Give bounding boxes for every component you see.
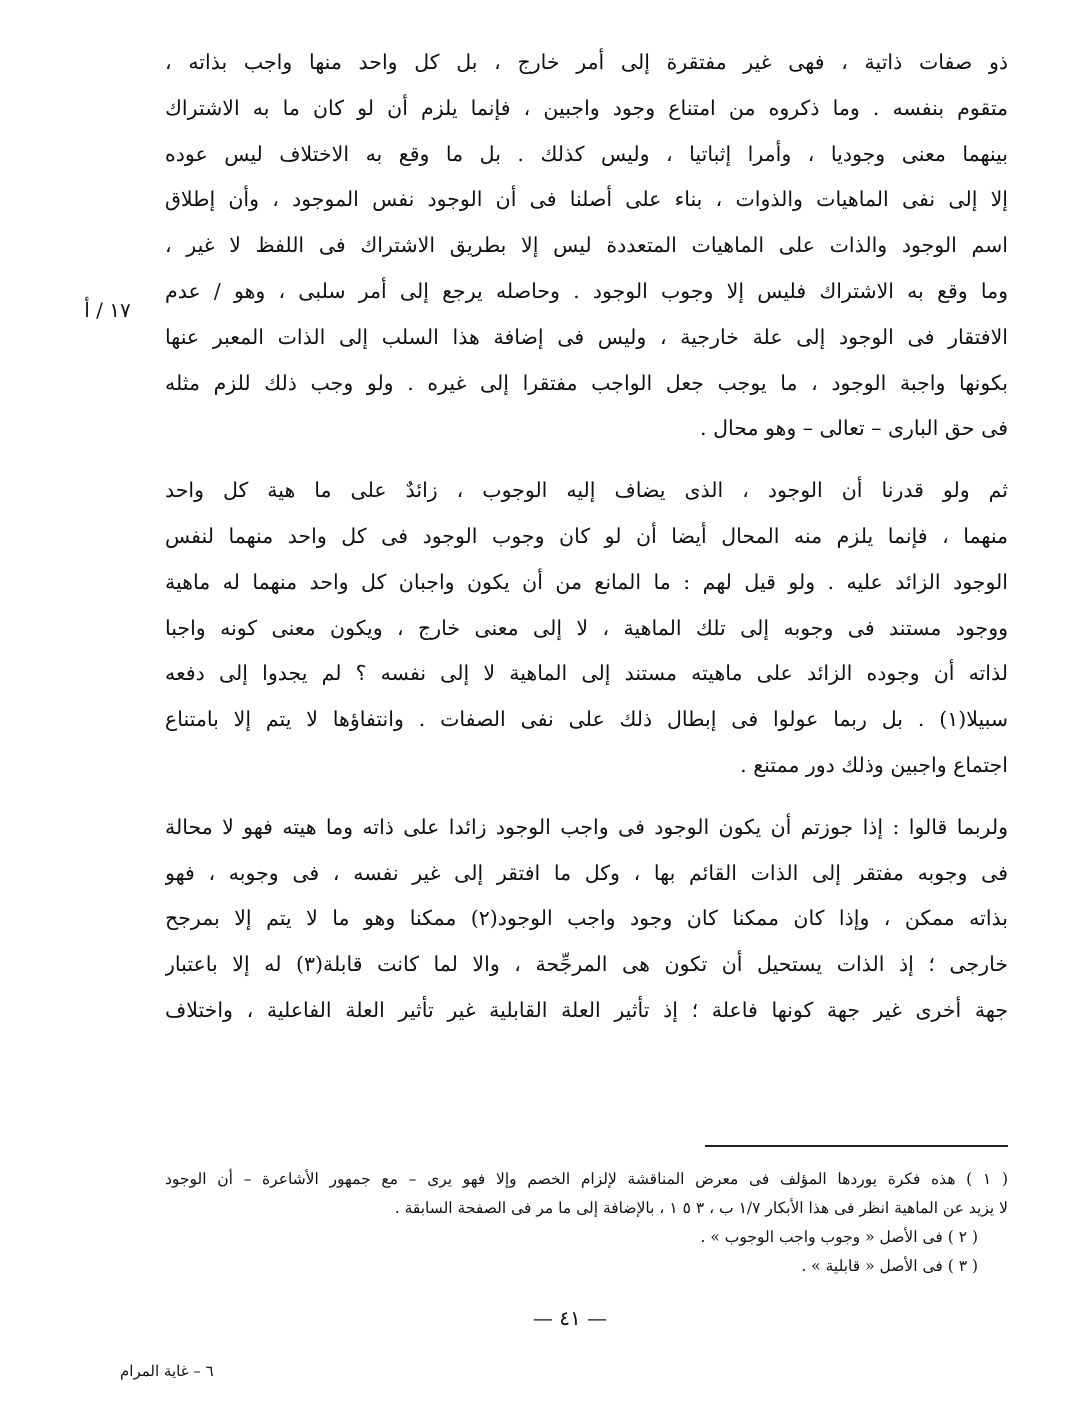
text-line: اسم الوجود والذات على الماهيات المتعددة ليس إلا بطريق الاشتراك فى اللفظ لا غير ،	[165, 233, 1008, 258]
main-text	[165, 40, 1008, 1034]
text-line: خارجى ؛ إذ الذات يستحيل أن تكون هى المرجِّحة ، والا لما كانت قابلة(٣) له إلا باعتبار	[165, 952, 1008, 977]
text-line: اجتماع واجبين وذلك دور ممتنع .	[740, 752, 1008, 777]
text-line: سبيلا(١) . بل ربما عولوا فى إبطال ذلك على نفى الصفات . وانتفاؤها لا يتم إلا بامتناع	[165, 707, 1008, 732]
text-line: بذاته ممكن ، وإذا كان ممكنا كان وجود واجب الوجود(٢) ممكنا وهو ما لا يتم إلا بمرجح	[165, 906, 1008, 931]
text-line: ووجود مستند فى وجوبه إلى تلك الماهية ، لا إلى معنى خارج ، ويكون معنى كونه واجبا	[165, 615, 1008, 640]
text-line: لذاته أن وجوده الزائد على ماهيته مستند إلى الماهية لا إلى نفسه ؟ لم يجدوا إلى دفعه	[165, 661, 1008, 686]
signature-mark: ٦ – غاية المرام	[120, 1362, 214, 1380]
text-line: فى حق البارى – تعالى – وهو محال .	[700, 416, 1008, 441]
text-line: وما وقع به الاشتراك فليس إلا وجوب الوجود . وحاصله يرجع إلى أمر سلبى ، وهو / عدم	[165, 278, 1008, 303]
paragraph-2	[165, 468, 1008, 789]
text-line: بينهما معنى وجوديا ، وأمرا إثباتيا ، وليس كذلك . بل ما وقع به الاختلاف ليس عوده	[165, 141, 1008, 166]
text-line: الافتقار فى الوجود إلى علة خارجية ، وليس فى إضافة هذا السلب إلى الذات المعبر عنها	[165, 324, 1008, 349]
text-line: الوجود الزائد عليه . ولو قيل لهم : ما المانع من أن يكون واجبان كل واحد منهما له ماهية	[165, 569, 1008, 594]
footnotes	[165, 1165, 1008, 1281]
text-line: متقوم بنفسه . وما ذكروه من امتناع وجود واجبين ، فإنما يلزم أن لو كان ما به الاشتراك	[165, 95, 1008, 120]
footnote-2: ( ٢ ) فى الأصل « وجوب واجب الوجوب » .	[700, 1228, 978, 1246]
text-line: ولربما قالوا : إذا جوزتم أن يكون الوجود فى واجب الوجود زائدا على ذاته وما هيته فهو لا محالة	[165, 814, 1008, 839]
text-line: ثم ولو قدرنا أن الوجود ، الذى يضاف إليه الوجوب ، زائدٌ على ما هية كل واحد	[165, 478, 1008, 503]
text-line: منهما ، فإنما يلزم منه المحال أيضا أن لو كان وجوب الوجود فى كل واحد منهما لنفس	[165, 523, 1008, 548]
paragraph-1	[165, 40, 1008, 452]
footnote-1-line: لا يزيد عن الماهية انظر فى هذا الأبكار ١/٧ ب ، ٣ ٥ ١ ، بالإضافة إلى ما مر فى الصفحة السابقة .	[394, 1199, 1008, 1217]
footnote-1-line: ( ١ ) هذه فكرة يوردها المؤلف فى معرض المناقشة لإلزام الخصم وإلا فهو يرى – مع جمهور الأشاعرة – أن الوجود	[165, 1170, 1008, 1188]
text-line: إلا إلى نفى الماهيات والذوات ، بناء على أصلنا فى أن الوجود نفس الموجود ، وأن إطلاق	[165, 187, 1008, 212]
footnote-divider	[705, 1145, 1008, 1147]
text-line: ذو صفات ذاتية ، فهى غير مفتقرة إلى أمر خارج ، بل كل واحد منها واجب بذاته ،	[165, 50, 1008, 74]
paragraph-3	[165, 805, 1008, 1034]
margin-folio-note: ١٧ / أ	[84, 298, 131, 322]
text-line: جهة أخرى غير جهة كونها فاعلة ؛ إذ تأثير العلة القابلية غير تأثير العلة الفاعلية ، واختلاف	[165, 997, 1008, 1022]
text-line: بكونها واجبة الوجود ، ما يوجب جعل الواجب مفتقرا إلى غيره . ولو وجب ذلك للزم مثله	[165, 370, 1008, 395]
page-number: — ٤١ —	[532, 1306, 608, 1330]
footnote-3: ( ٣ ) فى الأصل « قابلية » .	[801, 1257, 978, 1275]
text-line: فى وجوبه مفتقر إلى الذات القائم بها ، وكل ما افتقر إلى غير نفسه ، فى وجوبه ، فهو	[165, 860, 1008, 885]
